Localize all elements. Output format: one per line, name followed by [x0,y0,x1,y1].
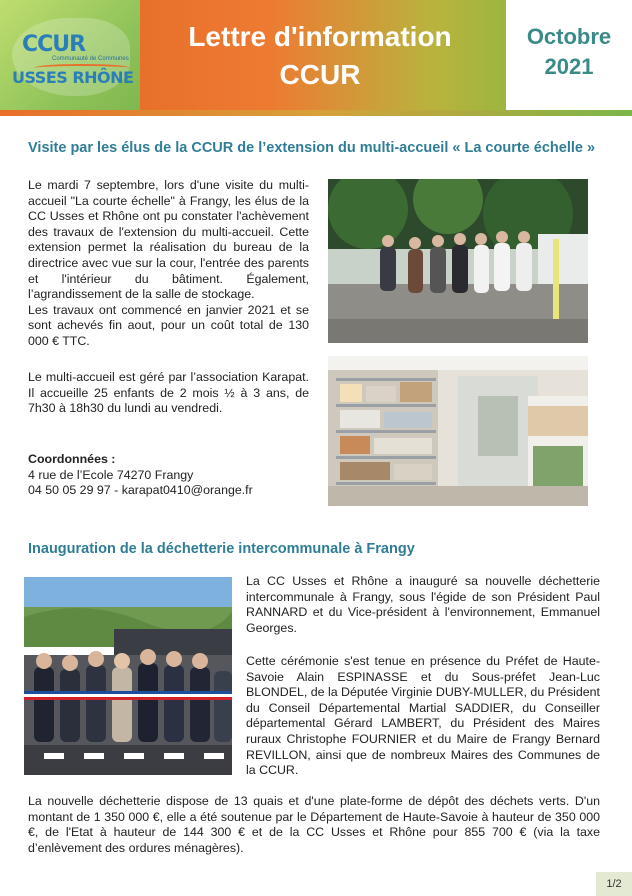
contact-label: Coordonnées : [28,452,116,466]
ccur-logo [8,8,140,104]
article1-body [28,178,309,350]
logo-mark: CCUR [22,32,86,57]
article1-heading: Visite par les élus de la CCUR de l’extension du multi-accueil « La courte échelle » [28,140,596,156]
contact-phone-email: 04 50 05 29 97 - karapat0410@orange.fr [28,483,253,498]
contact-block [28,452,309,499]
article2-heading: Inauguration de la déchetterie intercommunale à Frangy [28,541,415,557]
article2-paragraph: La nouvelle déchetterie dispose de 13 quais et d'une plate-forme de dépôt des déchets verts. D'un montant de 1 350 000 €, elle a été soutenue par le Département de Haute-Savoie à hauteur de 350 000 €, de l'Etat à hauteur de 144 300 € et de la CC Usses et Rhône pour 855 700 € (via la taxe d’enlèvement des ordures ménagères). [28,794,600,855]
article2-paragraph: La CC Usses et Rhône a inauguré sa nouvelle déchetterie intercommunale à Frangy, sous l'égide de son Président Paul RANNARD et du Vice-président à l'environnement, Emmanuel Georges. [246,574,600,635]
contact-address: 4 rue de l’Ecole 74270 Frangy [28,467,194,482]
article2-paragraph: Cette cérémonie s'est tenue en présence du Préfet de Haute-Savoie Alain ESPINASSE et du Sous-préfet Jean-Luc BLONDEL, de la Députée Virginie DUBY-MULLER, du Président du Conseil Départemental Martial SADDIER, du Conseiller départemental Gérard LAMBERT, du Président des Maires ruraux Christophe FOURNIER et du Maire de Frangy Bernard REVILLON, ainsi que de nombreux Maires des Communes de la CCUR. [246,654,601,778]
issue-date: Octobre 2021 [526,24,612,79]
photo-storage-room [328,356,588,506]
article1-paragraph: Le mardi 7 septembre, lors d'une visite du multi-accueil "La courte échelle" à Frangy, les élus de la CC Usses et Rhône ont pu constater l'achèvement des travaux de l'extension du multi-accueil. Cette extension permet la réalisation du bureau de la directrice avec vue sur la cour, l'entrée des parents et l'intérieur du bâtiment. Également, l’agrandissement de la salle de stockage. [28,178,309,302]
article1-body [28,370,309,417]
article2-body [28,794,600,856]
photo-officials-visit [328,179,588,343]
logo-wordmark: USSES RHÔNE [12,68,134,87]
article1-paragraph: Le multi-accueil est géré par l’association Karapat. Il accueille 25 enfants de 2 mois ½ à 3 ans, de 7h30 à 18h30 du lundi au vendredi. [28,370,309,416]
article1-paragraph: Les travaux ont commencé en janvier 2021 et se sont achevés fin aout, pour un coût total de 130 000 € TTC. [28,302,309,348]
photo-inauguration-ribbon [24,577,232,775]
logo-tagline: Communauté de Communes [52,56,129,62]
newsletter-title: Lettre d'information CCUR [188,21,452,90]
page-number: 1/2 [596,872,632,896]
article2-body [246,574,600,636]
article2-body [246,654,600,779]
header-banner [0,0,632,116]
